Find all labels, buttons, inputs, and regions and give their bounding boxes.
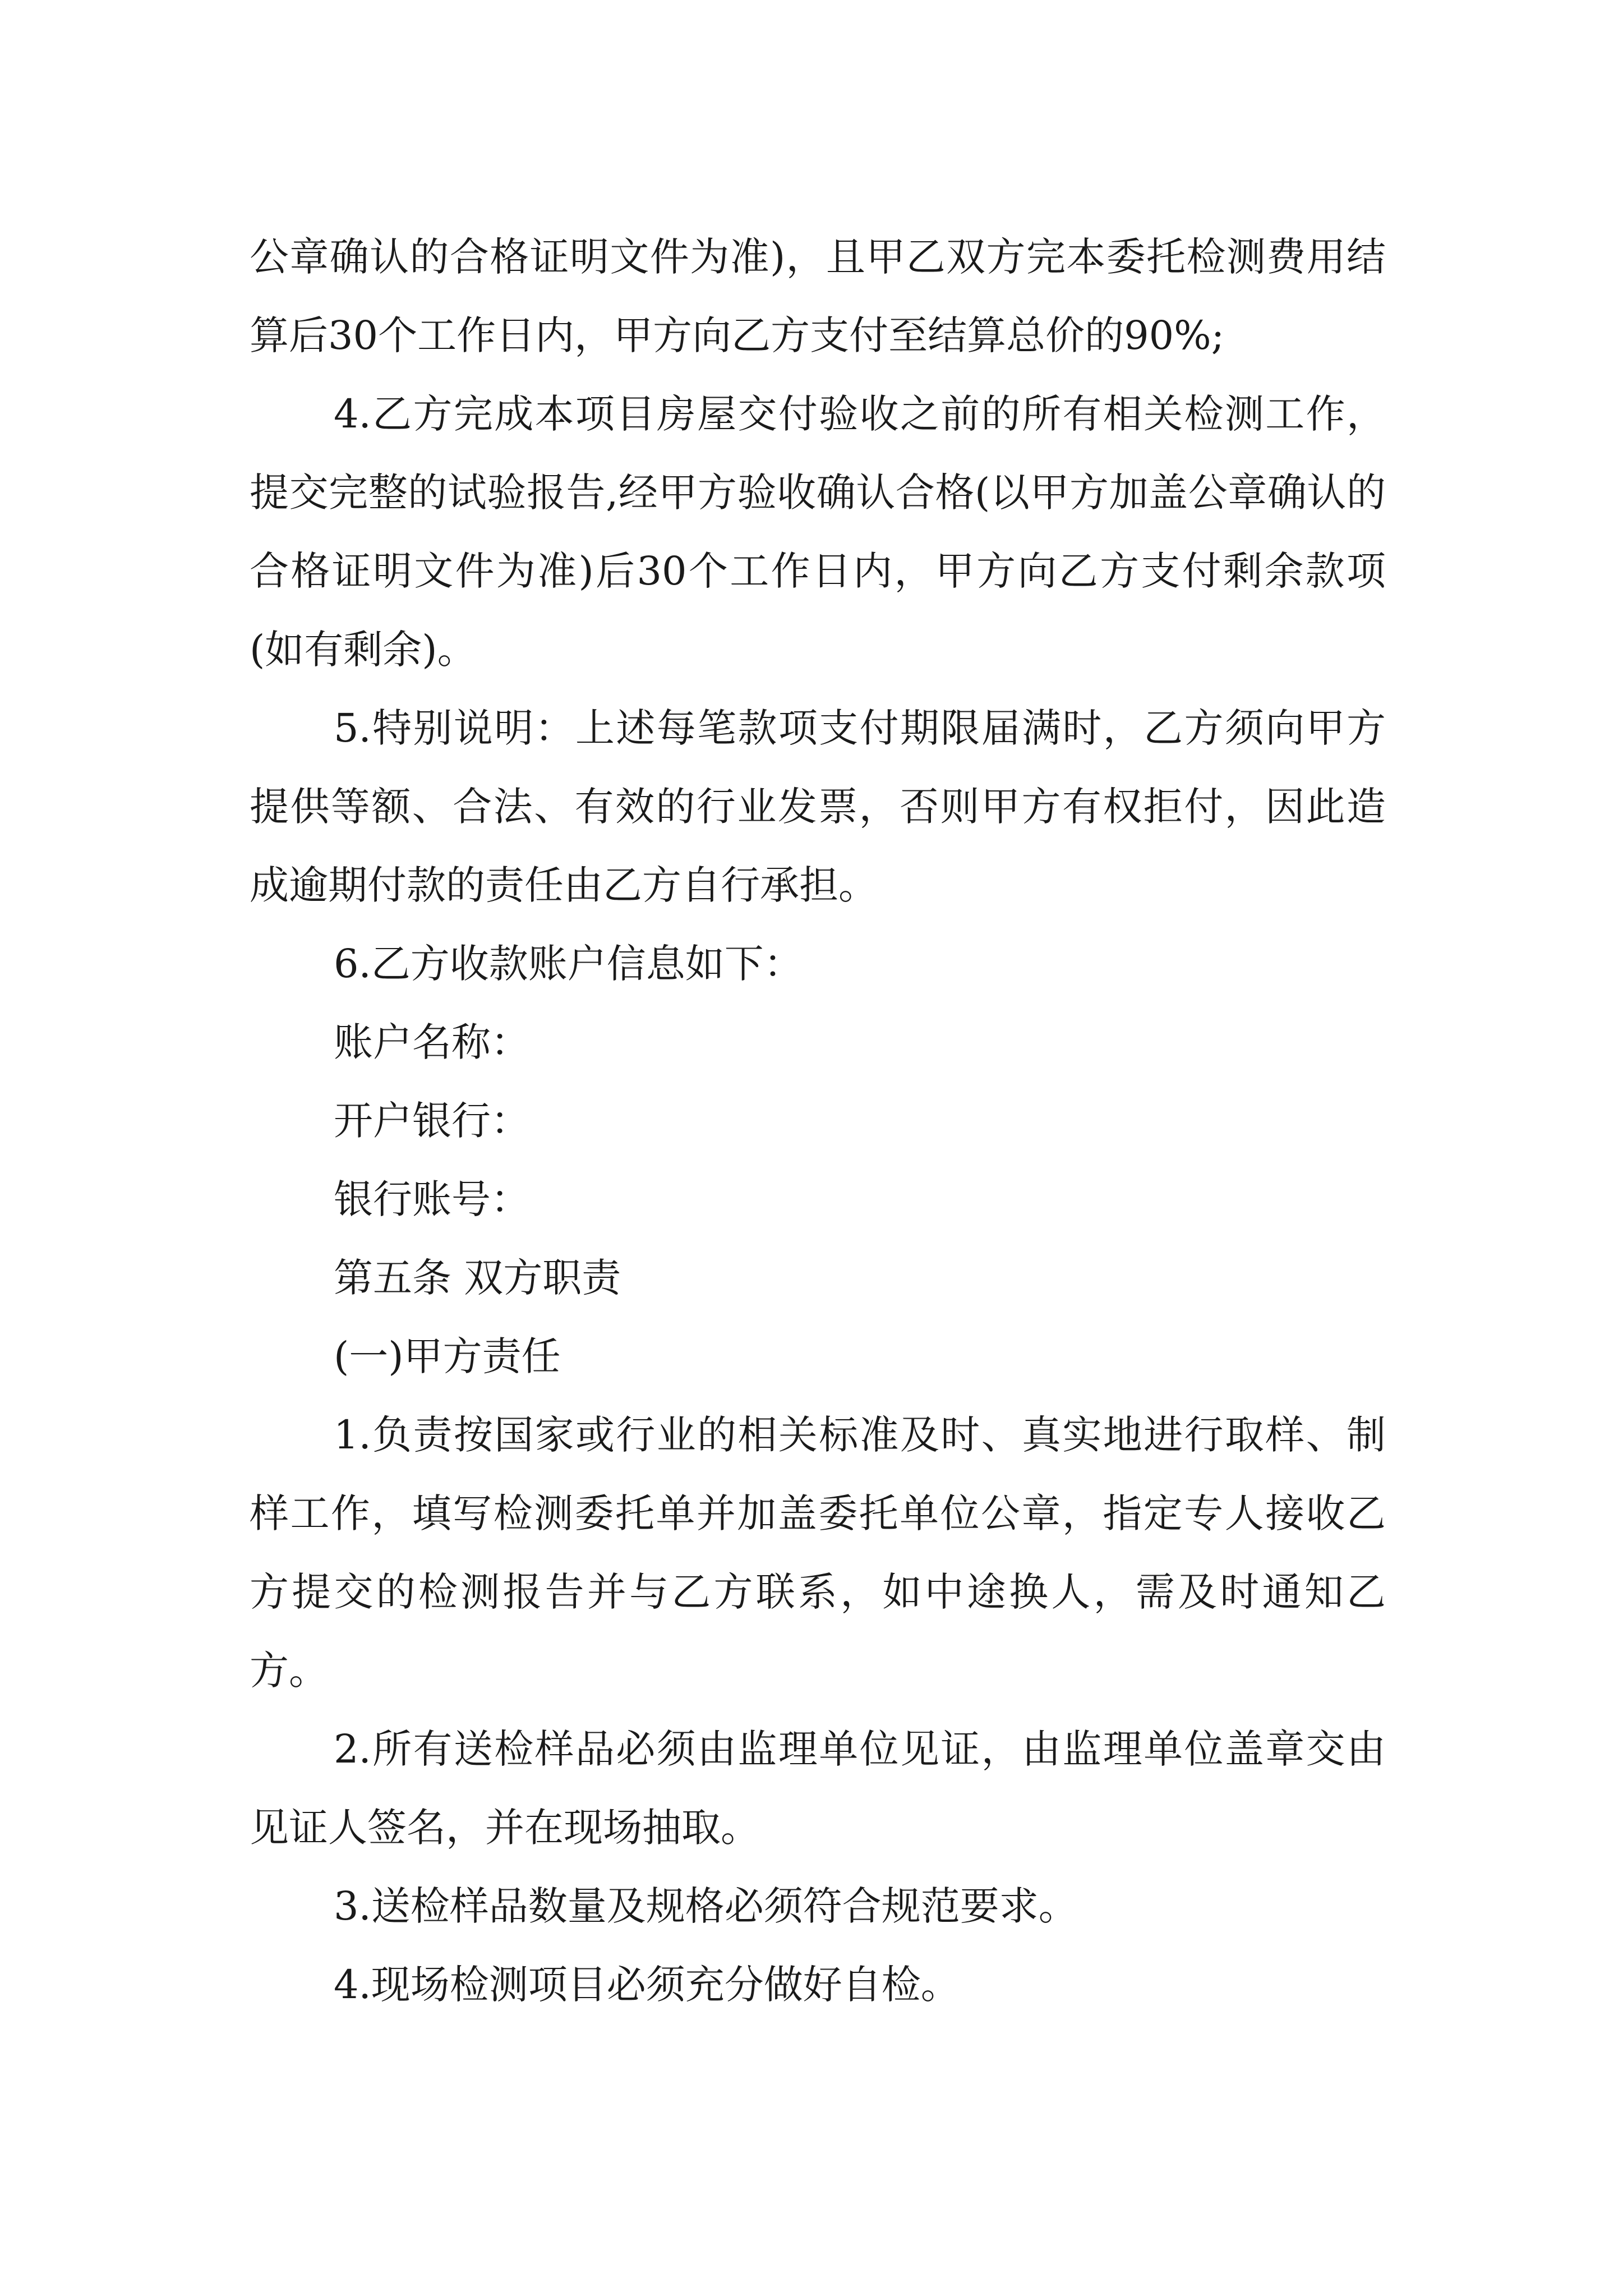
field-bank-account: 银行账号： [334, 1176, 530, 1222]
paragraph-party-a-duty-1: 1.负责按国家或行业的相关标准及时、真实地进行取样、制样工作，填写检测委托单并加盖委托单位公章，指定专人接收乙方提交的检测报告并与乙方联系，如中途换人，需及时通知乙方。 [250, 1412, 1386, 1694]
paragraph-party-a-duty-3: 3.送检样品数量及规格必须符合规范要求。 [334, 1883, 1078, 1929]
document-page [250, 218, 1386, 2024]
section-heading-article-5: 第五条 双方职责 [334, 1255, 621, 1301]
paragraph-item-6-account-info: 6.乙方收款账户信息如下： [334, 941, 803, 987]
paragraph-item-5-special-note: 5.特别说明：上述每笔款项支付期限届满时，乙方须向甲方提供等额、合法、有效的行业发票，否则甲方有权拒付，因此造成逾期付款的责任由乙方自行承担。 [250, 705, 1386, 908]
subsection-heading-party-a: (一)甲方责任 [334, 1333, 561, 1379]
field-account-name: 账户名称： [334, 1019, 530, 1065]
paragraph-item-4-remaining-payment: 4.乙方完成本项目房屋交付验收之前的所有相关检测工作，提交完整的试验报告,经甲方验收确认合格(以甲方加盖公章确认的合格证明文件为准)后30个工作日内，甲方向乙方支付剩余款项(如有剩余)。 [250, 391, 1386, 673]
field-bank-name: 开户银行： [334, 1098, 530, 1144]
paragraph-payment-90-percent: 公章确认的合格证明文件为准)，且甲乙双方完本委托检测费用结算后30个工作日内，甲方向乙方支付至结算总价的90%; [250, 234, 1386, 358]
paragraph-party-a-duty-2: 2.所有送检样品必须由监理单位见证，由监理单位盖章交由见证人签名，并在现场抽取。 [250, 1726, 1386, 1851]
paragraph-party-a-duty-4: 4.现场检测项目必须充分做好自检。 [334, 1962, 960, 2008]
